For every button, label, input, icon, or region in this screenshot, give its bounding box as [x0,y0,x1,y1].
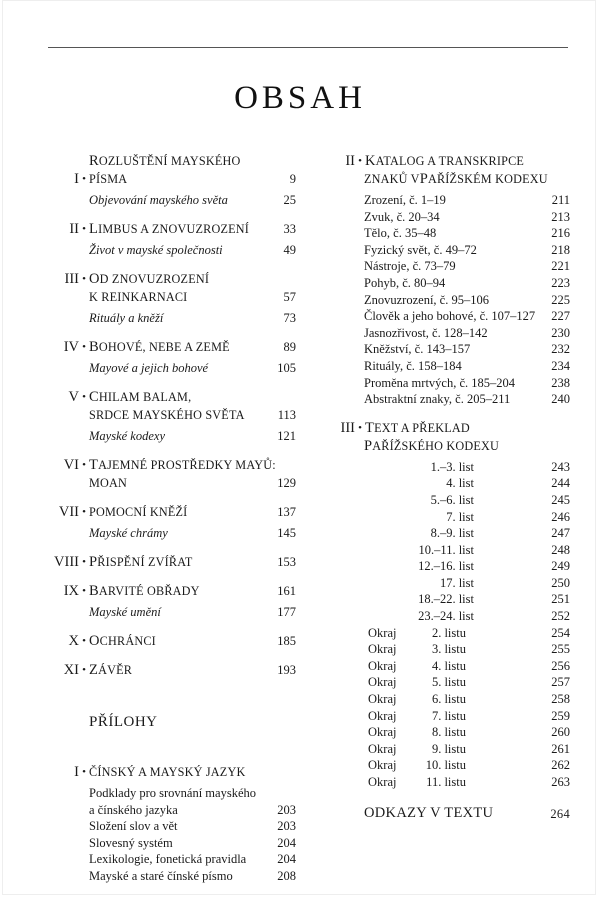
appendix-item-row[interactable] [40,851,296,868]
leaf-item-title: 7. list [446,509,474,524]
part-title [365,419,570,437]
catalog-item-title: Zrození, č. 1–19 [364,193,446,207]
part-title-line2-pre: ZNAKŮ V [364,172,420,186]
catalog-item-row[interactable] [318,375,570,392]
chapter-numeral: III [64,271,79,287]
bullet-icon: • [358,155,362,167]
leaf-item-row[interactable] [318,525,570,542]
margin-item-row[interactable] [318,757,570,774]
catalog-item-page: 225 [551,292,570,307]
leaf-item-page: 252 [551,609,570,624]
bullet-icon: • [358,421,362,434]
toc-chapter[interactable] [40,388,296,445]
toc-chapter[interactable] [40,503,296,542]
spacer [40,492,296,503]
chapter-heading-row[interactable] [40,456,296,474]
part-title-line2 [318,437,570,455]
toc-chapter[interactable] [40,661,296,679]
margin-item-page: 263 [551,775,570,789]
leaf-item-row[interactable] [318,608,570,625]
margin-item-title: 8. listu [431,725,466,740]
margin-item-prefix: Okraj [368,708,397,723]
chapter-heading-row[interactable] [40,503,296,521]
chapter-title-rest: HILAM BALAM, [98,390,192,404]
margin-item-prefix: Okraj [368,642,397,657]
chapter-page-number: 89 [283,340,296,354]
leaf-item-row[interactable] [318,459,570,476]
spacer [318,408,570,419]
chapter-page-number: 185 [277,634,296,648]
chapter-page-number: 113 [277,408,296,422]
chapter-title [89,338,266,356]
appendix-item-title: Mayské a staré čínské písmo [89,868,233,883]
margin-item-prefix: Okraj [368,775,397,789]
leaf-item-title: 12.–16. list [418,559,474,574]
margin-item-prefix: Okraj [368,725,397,740]
bullet-icon: • [82,273,86,285]
leaf-item-page: 251 [551,592,570,607]
catalog-item-row[interactable] [318,292,570,309]
margin-item-page: 255 [551,642,570,657]
part-numeral: III [340,419,355,436]
subchapter-page-number: 145 [277,526,296,540]
catalog-item-title: Tělo, č. 35–48 [364,226,437,241]
margin-item-title: 4. listu [431,658,466,673]
catalog-item-title: Jasnozřivost, č. 128–142 [364,325,488,340]
toc-chapter[interactable] [40,338,296,377]
appendix-title: ČÍNSKÝ A MAYSKÝ JAZYK [89,765,246,779]
margin-item-page: 258 [551,692,570,707]
chapter-numeral: VI [63,457,79,473]
leaf-item-row[interactable] [318,542,570,559]
margin-item-title: 11. listu [426,775,466,789]
appendix-item-page: 208 [277,868,296,883]
chapter-page-number: 161 [277,584,296,598]
appendix-item-title: Podklady pro srovnání mayského [89,786,256,800]
leaf-item-title: 1.–3. list [430,459,474,474]
bullet-icon: • [82,341,86,353]
part-title-initial: K [365,153,376,169]
leaf-item-page: 250 [551,575,570,590]
chapter-numeral: XI [63,662,79,678]
appendix-item-title: Složení slov a vět [89,819,178,834]
chapter-title-initial: Z [89,662,99,678]
catalog-item-page: 218 [551,242,570,257]
chapter-title-rest: OHOVÉ, NEBE A ZEMĚ [98,340,230,354]
appendix-item-page: 204 [277,852,296,867]
chapter-title [89,632,266,650]
appendix-item-row[interactable] [40,785,296,802]
appendix-item-title: Lexikologie, fonetická pravidla [89,852,247,867]
margin-item-page: 261 [551,741,570,756]
toc-chapter[interactable] [40,456,296,492]
appendix-item-title: a čínského jazyka [89,802,178,817]
chapter-title-rest: AJEMNÉ PROSTŘEDKY MAYŮ: [98,458,276,472]
bullet-icon: • [82,173,86,185]
chapter-title-rest: ŘISPĚNÍ ZVÍŘAT [97,555,193,569]
chapter-numeral: VIII [54,554,79,570]
margin-item-row[interactable] [318,625,570,642]
appendix-heading: PŘÍLOHY [89,714,158,730]
chapter-numeral: V [68,389,79,405]
appendix-item-row[interactable] [40,835,296,852]
references-page: 264 [550,806,570,821]
bullet-icon: • [82,391,86,403]
chapter-title [89,661,266,679]
chapter-title-initial: C [89,389,99,405]
part-title-line2 [318,170,570,188]
subchapter-page-number: 105 [277,361,296,375]
part-title-line2-post: AŘÍŽSKÉM KODEXU [427,172,548,186]
catalog-item-row[interactable] [318,391,570,408]
chapter-title [89,152,266,188]
chapter-heading-row[interactable] [40,338,296,356]
chapter-title-rest: CHRÁNCI [99,634,156,648]
catalog-item-title: Abstraktní znaky, č. 205–211 [364,392,511,407]
appendix-item-page: 203 [277,819,296,834]
chapter-title-initial: B [89,583,99,599]
chapter-heading-row[interactable] [40,582,296,600]
catalog-item-page: 234 [551,358,570,373]
subchapter-title: Mayské chrámy [89,526,168,540]
chapter-title-initial: B [89,339,99,355]
chapter-heading-row[interactable] [40,220,296,238]
chapter-numeral: II [69,221,79,237]
margin-item-row[interactable] [318,708,570,725]
bullet-icon: • [82,223,86,235]
leaf-item-page: 243 [551,459,570,474]
margin-item-title: 10. listu [425,758,466,773]
appendix-chapter[interactable] [40,763,296,885]
references-row[interactable] [318,805,570,822]
chapter-title-initial: L [89,221,99,237]
chapter-page-number: 137 [277,505,296,519]
chapter-page-number: 57 [283,290,296,304]
catalog-item-title: Kněžství, č. 143–157 [364,342,471,357]
appendix-heading-row[interactable] [40,763,296,781]
part-title-line2-initial: P [419,171,428,187]
margin-item-row[interactable] [318,674,570,691]
toc-left-column [40,152,296,885]
subchapter-title: Objevování mayského světa [89,193,228,207]
catalog-item-page: 213 [551,209,570,224]
appendix-numeral: I [74,764,79,780]
subchapter-title: Mayské kodexy [89,429,165,443]
leaf-item-row[interactable] [318,575,570,592]
chapter-title-line2: SRDCE MAYSKÉHO SVĚTA [89,408,245,422]
catalog-item-row[interactable] [318,258,570,275]
catalog-item-row[interactable] [318,325,570,342]
margin-item-row[interactable] [318,641,570,658]
part-title-line2-post: AŘÍŽSKÉHO KODEXU [372,438,500,453]
spacer [40,327,296,338]
catalog-item-title: Fyzický svět, č. 49–72 [364,242,477,257]
margin-item-prefix: Okraj [368,658,397,673]
spacer [40,209,296,220]
spacer [40,377,296,388]
catalog-item-row[interactable] [318,225,570,242]
subchapter-row[interactable] [40,309,296,327]
chapter-heading-row[interactable] [40,553,296,571]
subchapter-title: Mayské umění [89,605,161,619]
catalog-item-row[interactable] [318,209,570,226]
catalog-item-page: 221 [551,259,570,274]
catalog-item-row[interactable] [318,358,570,375]
subchapter-page-number: 121 [277,429,296,443]
chapter-title-rest: ÁVĚR [98,663,133,677]
chapter-numeral: IX [63,583,79,599]
chapter-title-rest: POMOCNÍ KNĚŽÍ [89,505,188,519]
spacer [40,542,296,553]
leaf-item-page: 249 [551,559,570,574]
catalog-item-title: Znovuzrození, č. 95–106 [364,292,489,307]
chapter-numeral: X [68,633,79,649]
catalog-item-row[interactable] [318,308,570,325]
margin-item-page: 257 [551,675,570,690]
chapter-numeral: I [74,171,79,187]
margin-item-title: 5. listu [431,675,466,690]
top-rule [48,47,568,48]
toc-part-2[interactable] [318,152,570,408]
leaf-item-title: 17. list [439,575,474,590]
chapter-heading-row[interactable] [40,661,296,679]
chapter-title-rest: IMBUS A ZNOVUZROZENÍ [98,222,249,236]
catalog-item-page: 211 [551,193,570,207]
bullet-icon: • [82,556,86,568]
chapter-heading-row[interactable] [40,388,296,406]
leaf-item-page: 244 [551,476,570,491]
bullet-icon: • [82,766,86,778]
chapter-title [89,220,266,238]
margin-item-prefix: Okraj [368,741,397,756]
toc-chapter[interactable] [40,220,296,259]
leaf-item-row[interactable] [318,475,570,492]
margin-item-row[interactable] [318,724,570,741]
leaf-item-title: 4. list [446,476,474,491]
chapter-title-initial: O [89,633,100,649]
margin-item-title: 7. listu [431,708,466,723]
toc-chapter[interactable] [40,632,296,650]
part-heading-row[interactable] [318,152,570,170]
chapter-title-rest: OZLUŠTĚNÍ MAYSKÉHO PÍSMA [89,154,241,186]
catalog-item-page: 232 [551,342,570,357]
leaf-item-title: 5.–6. list [430,492,474,507]
catalog-item-title: Pohyb, č. 80–94 [364,275,446,290]
margin-item-title: 6. listu [431,692,466,707]
leaf-item-title: 18.–22. list [418,592,474,607]
part-title-rest: ATALOG A TRANSKRIPCE [375,154,525,168]
appendix-item-row[interactable] [40,802,296,819]
catalog-item-row[interactable] [318,192,570,209]
chapter-title [89,270,296,288]
chapter-page-number: 193 [277,663,296,677]
catalog-item-page: 227 [551,309,570,324]
chapter-title-initial: O [89,271,100,287]
catalog-item-page: 238 [551,375,570,390]
spacer [40,650,296,661]
leaf-item-row[interactable] [318,509,570,526]
chapter-title-initial: T [89,457,99,473]
margin-item-prefix: Okraj [368,758,397,773]
subchapter-row[interactable] [40,241,296,259]
chapter-title-initial: R [89,153,99,169]
spacer [40,621,296,632]
bullet-icon: • [82,635,86,647]
toc-chapter[interactable] [40,582,296,621]
margin-item-prefix: Okraj [368,675,397,690]
catalog-item-page: 240 [551,392,570,407]
leaf-item-row[interactable] [318,492,570,509]
toc-chapter[interactable] [40,270,296,327]
catalog-item-title: Proměna mrtvých, č. 185–204 [364,375,516,390]
margin-item-page: 260 [551,725,570,740]
leaf-item-title: 23.–24. list [418,609,474,624]
leaf-item-page: 248 [551,542,570,557]
subchapter-page-number: 49 [283,243,296,257]
catalog-item-title: Nástroje, č. 73–79 [364,259,456,274]
margin-item-row[interactable] [318,691,570,708]
leaf-item-page: 245 [551,492,570,507]
toc-chapter[interactable] [40,553,296,571]
catalog-item-page: 230 [551,325,570,340]
margin-item-row[interactable] [318,741,570,758]
chapter-title-line2-row [40,474,296,492]
subchapter-page-number: 25 [283,193,296,207]
leaf-item-row[interactable] [318,591,570,608]
margin-item-page: 262 [551,758,570,773]
spacer [40,571,296,582]
bullet-icon: • [82,506,86,518]
spacer [40,259,296,270]
margin-item-row[interactable] [318,658,570,675]
chapter-heading-row[interactable] [40,632,296,650]
chapter-title-line2: MOAN [89,476,128,490]
part-title-line2-initial: P [364,437,373,454]
chapter-heading-row[interactable] [40,270,296,288]
subchapter-title: Život v mayské společnosti [89,243,223,257]
part-title-rest: EXT A PŘEKLAD [374,420,470,435]
part-title [365,152,570,170]
spacer [40,679,296,690]
leaf-item-page: 246 [551,509,570,524]
subchapter-title: Mayové a jejich bohové [89,361,209,375]
margin-item-title: 9. listu [431,741,466,756]
catalog-item-page: 216 [551,226,570,241]
chapter-title-initial: P [89,554,98,570]
chapter-title [89,388,296,406]
spacer [40,445,296,456]
chapter-page-number: 33 [283,222,296,236]
leaf-item-row[interactable] [318,558,570,575]
leaf-item-title: 10.–11. list [418,542,474,557]
appendix-item-title: Slovesný systém [89,835,173,850]
chapter-title [89,582,266,600]
chapter-heading-row[interactable] [40,152,296,188]
catalog-item-title: Člověk a jeho bohové, č. 107–127 [364,309,536,324]
chapter-title-line2-row [40,288,296,306]
bullet-icon: • [82,459,86,471]
bullet-icon: • [82,664,86,676]
chapter-title [89,553,266,571]
chapter-page-number: 9 [289,172,296,186]
appendix-item-page: 203 [277,802,296,817]
subchapter-title: Rituály a kněží [89,311,164,325]
margin-item-page: 259 [551,708,570,723]
chapter-title-rest: D ZNOVUZROZENÍ [99,272,210,286]
toc-part-3[interactable] [318,419,570,791]
chapter-title-line2: K REINKARNACI [89,290,188,304]
subchapter-row[interactable] [40,427,296,445]
subchapter-row[interactable] [40,603,296,621]
toc-right-column [318,152,570,822]
catalog-item-row[interactable] [318,341,570,358]
leaf-item-page: 247 [551,526,570,541]
bullet-icon: • [82,585,86,597]
subchapter-page-number: 177 [277,605,296,619]
chapter-title-rest: ARVITÉ OBŘADY [98,584,200,598]
catalog-item-row[interactable] [318,242,570,259]
catalog-item-title: Rituály, č. 158–184 [364,358,462,373]
margin-item-page: 256 [551,658,570,673]
margin-item-prefix: Okraj [368,692,397,707]
subchapter-row[interactable] [40,524,296,542]
catalog-item-page: 223 [551,275,570,290]
chapter-page-number: 129 [277,476,296,490]
references-title: ODKAZY V TEXTU [364,804,494,821]
subchapter-row[interactable] [40,191,296,209]
appendix-item-row[interactable] [40,868,296,885]
margin-item-prefix: Okraj [368,625,397,640]
chapter-title [89,456,296,474]
appendix-item-page: 204 [277,835,296,850]
part-heading-row[interactable] [318,419,570,437]
chapter-numeral: IV [63,339,79,355]
margin-item-page: 254 [551,625,570,640]
margin-item-row[interactable] [318,774,570,791]
margin-item-title: 3. listu [431,642,466,657]
chapter-title [89,503,266,521]
page-title: OBSAH [234,80,366,116]
part-title-initial: T [365,419,375,436]
subchapter-page-number: 73 [283,311,296,325]
chapter-title-line2-row [40,406,296,424]
part-numeral: II [345,153,355,169]
subchapter-row[interactable] [40,359,296,377]
toc-chapter[interactable] [40,152,296,209]
leaf-item-title: 8.–9. list [430,526,474,541]
appendix-item-row[interactable] [40,818,296,835]
margin-item-title: 2. listu [431,625,466,640]
chapter-numeral: VII [58,504,79,520]
catalog-item-title: Zvuk, č. 20–34 [364,209,440,224]
chapter-page-number: 153 [277,555,296,569]
catalog-item-row[interactable] [318,275,570,292]
